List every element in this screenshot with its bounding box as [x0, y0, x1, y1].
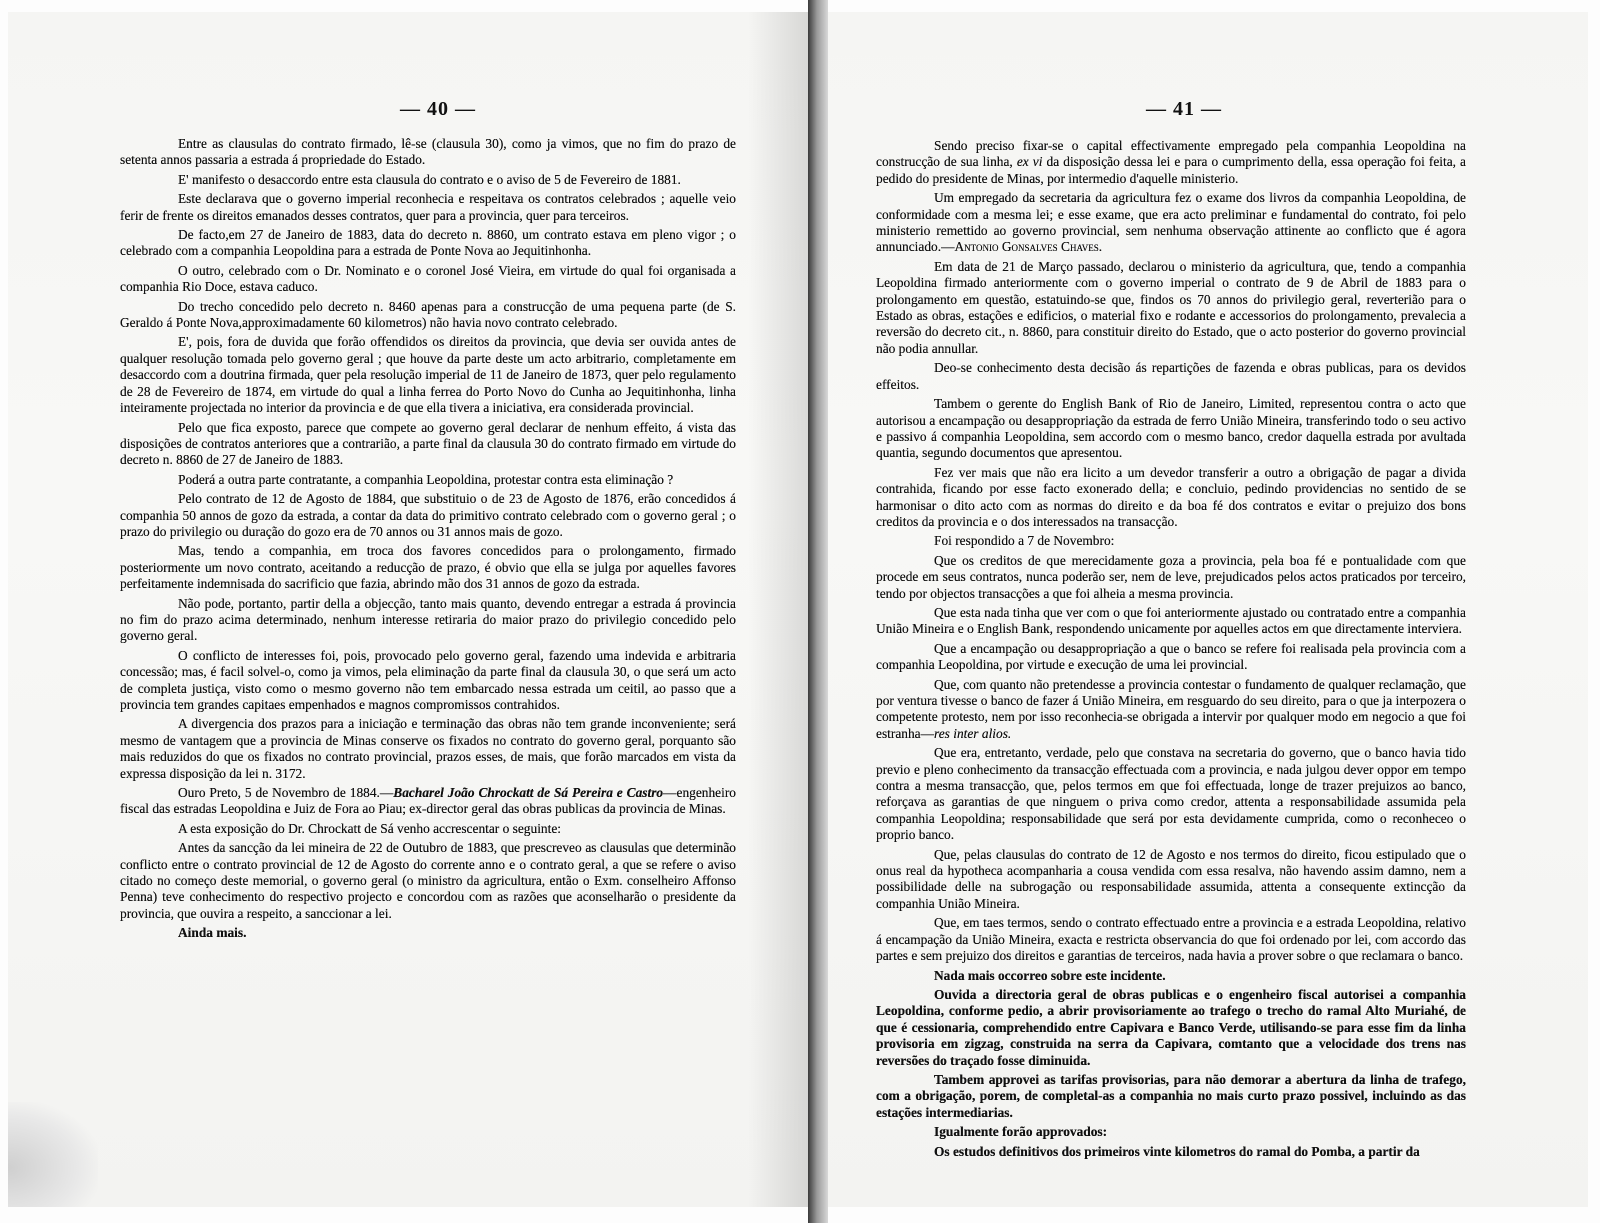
- paragraph: Em data de 21 de Março passado, declarou o ministerio da agricultura, que, tendo a companhia Leopoldina firmado anteriormente com o governo imperial o contrato de 9 de Abril de 1883 para o prolongamento em questão, estatuindo-se que, findos os 70 annos do privilegio geral, reverterião para o Estado as obras, estações e edificios, o material fixo e rodante e accessorios do prolongamento, prevalecia a reversão do decreto cit., n. 8860, para constituir direito do Estado, que o acto posterior do governo provincial não podia annullar.: [876, 258, 1466, 356]
- paragraph: Antes da sancção da lei mineira de 22 de Outubro de 1883, que prescreveo as clausulas que determinão conflicto entre o contrato provincial de 12 de Agosto do corrente anno e o contrato geral, a que se refere o aviso citado no começo deste memorial, o governo geral (o ministro da agricultura, então o Exm. conselheiro Affonso Penna) teve conhecimento do respectivo projecto e concordou com as razões que aconselharão o presidente da provincia, que ouvira a respeito, a sanccionar a lei.: [120, 840, 736, 921]
- signature-name: Bacharel João Chrockatt de Sá Pereira e Castro: [393, 785, 664, 801]
- paragraph: Poderá a outra parte contratante, a companhia Leopoldina, protestar contra esta eliminação ?: [178, 471, 674, 487]
- paragraph: [876, 677, 1466, 743]
- latin-phrase: res inter alios.: [934, 725, 1012, 741]
- thumb-shadow: [8, 1102, 98, 1207]
- paragraph: Que, em taes termos, sendo o contrato effectuado entre a provincia e a estrada Leopoldina, relativo á encampação da União Mineira, exacta e restricta observancia do que foi ordenado por lei, com accordo das partes e sem prejuizo dos direitos e garantias de terceiros, nada havia a prover sobre o que reclamara o banco.: [876, 915, 1466, 964]
- right-page-text: [876, 138, 1466, 1163]
- paragraph: Do trecho concedido pelo decreto n. 8460 apenas para a construcção de uma pequena parte (de S. Geraldo á Ponte Nova,approximadamente 60 kilometros) não havia novo contrato celebrado.: [120, 298, 736, 331]
- paragraph-rest: da disposição dessa lei e para o cumprimento della, essa operação foi feita, a pedido do presidente de Minas, por intermedio d'aquelle ministerio.: [876, 154, 1466, 186]
- paragraph: Pelo contrato de 12 de Agosto de 1884, que substituio o de 23 de Agosto de 1876, erão concedidos á companhia 50 annos de gozo da estrada, a contar da data do primitivo contrato celebrado com o governo geral ; o prazo do privilegio ou duração do gozo era de 70 annos ou 31 annos mais de gozo.: [120, 491, 736, 539]
- signature-name: Antonio Gonsalves Chaves.: [954, 239, 1103, 255]
- paragraph: Que era, entretanto, verdade, pelo que constava na secretaria do governo, que o banco havia tido previo e pleno conhecimento da transacção effectuada com a provincia, e nada julgou dever oppor em tempo contra a mesma transacção, que, pelos termos em que foi effectuada, longe de trazer prejuizos ao banco, reforçava as garantias de que ninguem o priva como credor, attenta a responsabilidade assumida pela companhia Leopoldina; responsabilidade que será por esta devidamente cumprida, como o reconheceo o proprio banco.: [876, 745, 1466, 843]
- paragraph: De facto,em 27 de Janeiro de 1883, data do decreto n. 8860, um contrato estava em pleno vigor ; o celebrado com a companhia Leopoldina para a estrada de Ponte Nova ao Jequitinhonha.: [120, 227, 736, 259]
- left-page: [8, 12, 808, 1207]
- paragraph: Que a encampação ou desappropriação a que o banco se refere foi realisada pela provincia com a companhia Leopoldina, por virtude e execução de uma lei provincial.: [876, 640, 1466, 673]
- paragraph: [876, 138, 1466, 187]
- signature-tail: —engenheiro fiscal das estradas Leopoldina e Juiz de Fora ao Piau; ex-director geral das obras publicas da provincia de Minas.: [120, 785, 736, 817]
- signature-lead: Ouro Preto, 5 de Novembro de 1884.—: [178, 785, 394, 801]
- paragraph: Os estudos definitivos dos primeiros vinte kilometros do ramal do Pomba, a partir da: [934, 1143, 1420, 1159]
- paragraph: Nada mais occorreo sobre este incidente.: [934, 967, 1166, 983]
- paragraph: Ouvida a directoria geral de obras publicas e o engenheiro fiscal autorisei a companhia Leopoldina, conforme pedio, a abrir provisoriamente ao trafego o trecho do ramal Alto Muriahé, de que é cessionaria, comprehendido entre Capivara e Banco Verde, utilisando-se para esse fim da linha provisoria em zigzag, construida na serra da Capivara, comtanto que a velocidade dos trens nas reversões do traçado fosse diminuida.: [876, 986, 1466, 1068]
- paragraph: Foi respondido a 7 de Novembro:: [934, 533, 1115, 549]
- left-page-text: [120, 136, 736, 945]
- paragraph-lead: Que, com quanto não pretendesse a provincia contestar o fundamento de qualquer reclamação, que por ventura tivesse o banco de fazer á União Mineira, em resguardo do seu direito, para o que ja interpozera o competente protesto, nem por isso reconhecia-se obrigada a intervir por qualquer modo em negocio a que foi estranha—: [876, 676, 1466, 741]
- paragraph: O outro, celebrado com o Dr. Nominato e o coronel José Vieira, em virtude do qual foi organisada a companhia Rio Doce, estava caduco.: [120, 262, 736, 295]
- paragraph: Tambem o gerente do English Bank of Rio de Janeiro, Limited, representou contra o acto que autorisou a encampação ou desappropriação da estrada de ferro União Mineira, transferindo todo o seu activo e passivo á companhia Leopoldina, sem accordo com o mesmo banco, credor daquella estrada por avultada quantia, segundo documentos que apresentou.: [876, 396, 1466, 461]
- paragraph: Fez ver mais que não era licito a um devedor transferir a outro a obrigação de pagar a divida contrahida, ficando por esse facto exonerado della; e concluio, pedindo providencias no sentido de se harmonisar o dito acto com as normas do direito e da boa fé dos contratos e evitar o prejuizo dos bons creditos da provincia e o dos interessados na transacção.: [876, 464, 1466, 529]
- paragraph: Entre as clausulas do contrato firmado, lê-se (clausula 30), como ja vimos, que no fim do prazo de setenta annos passaria a estrada á propriedade do Estado.: [120, 136, 736, 168]
- paragraph: [876, 190, 1466, 256]
- paragraph: Este declarava que o governo imperial reconhecia e respeitava os contratos celebrados ; aquelle veio ferir de frente os direitos emanados desses contratos, quer para a provincia, quer para terceiros.: [120, 191, 736, 223]
- paragraph: Que esta nada tinha que ver com o que foi anteriormente ajustado ou contratado entre a companhia União Mineira e o English Bank, respondendo unicamente por aquelles actos em que directamente interviera.: [876, 604, 1466, 637]
- paragraph: Igualmente forão approvados:: [934, 1124, 1108, 1140]
- right-page: [828, 12, 1588, 1207]
- paragraph: Não pode, portanto, partir della a objecção, tanto mais quanto, devendo entregar a estrada á provincia no fim do prazo acima determinado, nenhum interesse retiraria do maior prazo do privilegio concedido pelo governo geral.: [120, 595, 736, 644]
- paragraph: Ainda mais.: [178, 925, 247, 941]
- paragraph: E', pois, fora de duvida que forão offendidos os direitos da provincia, que devia ser ouvida antes de qualquer resolução tomada pelo governo geral ; que houve da parte deste um acto arbitrario, completamente em desaccordo com a doutrina firmada, quer pela resolução imperial de 11 de Janeiro de 1873, quer pelo regulamento de 28 de Fevereiro de 1874, em virtude do qual a linha ferrea do Porto Novo do Cunha ao Jequitinhonha, linha inteiramente projectada no interior da provincia e de que ella tivera a iniciativa, era considerada provincial.: [120, 334, 736, 416]
- binding-shadow: [748, 12, 808, 1207]
- paragraph: Tambem approvei as tarifas provisorias, para não demorar a abertura da linha de trafego, com a obrigação, porem, de completal-as a companhia no mais curto prazo possivel, incluindo as das estações intermediarias.: [876, 1071, 1466, 1120]
- page-number-right: — 41 —: [1146, 98, 1222, 120]
- latin-phrase: ex vi: [1016, 154, 1043, 170]
- paragraph: Pelo que fica exposto, parece que compete ao governo geral declarar de nenhum effeito, á vista das disposições de contratos anteriores que a contrarião, a parte final da clausula 30 do contrato firmado em virtude do decreto n. 8860 de 27 de Janeiro de 1883.: [120, 419, 736, 468]
- paragraph-lead: Um empregado da secretaria da agricultura fez o exame dos livros da companhia Leopoldina, de conformidade com a mesma lei; e esse exame, que era acto preliminar e fundamental do contrato, foi pelo ministerio remettido ao governo provincial, sem nenhuma observação attinente ao conflicto que é agora annunciado.—: [876, 190, 1466, 255]
- signature-paragraph: [120, 785, 736, 818]
- paragraph: Que os creditos de que merecidamente goza a provincia, pela boa fé e pontualidade com que procede em seus contratos, nunca poderão ser, nem de leve, prejudicados pelos actos praticados por terceiro, tendo por objectos transacções a que foi alheia a mesma provincia.: [876, 552, 1466, 601]
- book-gutter: [808, 0, 828, 1223]
- paragraph: Que, pelas clausulas do contrato de 12 de Agosto e nos termos do direito, ficou estipulado que o onus real da hypotheca acompanharia a cousa vendida com essa resalva, não havendo assim damno, nem a possibilidade delle na subrogação ou responsabilidade assumida, attenta a consequente extincção da companhia União Mineira.: [876, 846, 1466, 911]
- paragraph: A divergencia dos prazos para a iniciação e terminação das obras não tem grande inconveniente; será mesmo de vantagem que a provincia de Minas conserve os fixados no contrato do governo geral, porquanto são mais reduzidos do que os fixados no contrato provincial, prazos esses, de mais, que forão marcados em vista da expressa disposição da lei n. 3172.: [120, 716, 736, 781]
- paragraph: Mas, tendo a companhia, em troca dos favores concedidos para o prolongamento, firmado posteriormente um novo contrato, aceitando a reducção de prazo, é obvio que ella se julga por aquelles favores perfeitamente indemnisada do sacrificio que fazia, abrindo mão dos 31 annos de gozo da estrada.: [120, 543, 736, 592]
- paragraph: Deo-se conhecimento desta decisão ás repartições de fazenda e obras publicas, para os devidos effeitos.: [876, 360, 1466, 392]
- paragraph: O conflicto de interesses foi, pois, provocado pelo governo geral, fazendo uma indevida e arbitraria concessão; mas, é facil solvel-o, como ja vimos, pela eliminação da parte final da clausula 30, o que será um acto de completa justiça, visto como o mesmo governo não tem embarcado nessa estrada um ceitil, ao passo que a provincia tem grandes capitaes empenhados e magnos compromissos contrahidos.: [120, 647, 736, 712]
- paragraph: A esta exposição do Dr. Chrockatt de Sá venho accrescentar o seguinte:: [178, 820, 561, 836]
- page-number-left: — 40 —: [400, 98, 476, 120]
- paragraph: E' manifesto o desaccordo entre esta clausula do contrato e o aviso de 5 de Fevereiro de 1881.: [178, 171, 681, 187]
- paragraph-lead: Sendo preciso fixar-se o capital effectivamente empregado pela companhia Leopoldina na construcção de sua linha,: [876, 138, 1466, 170]
